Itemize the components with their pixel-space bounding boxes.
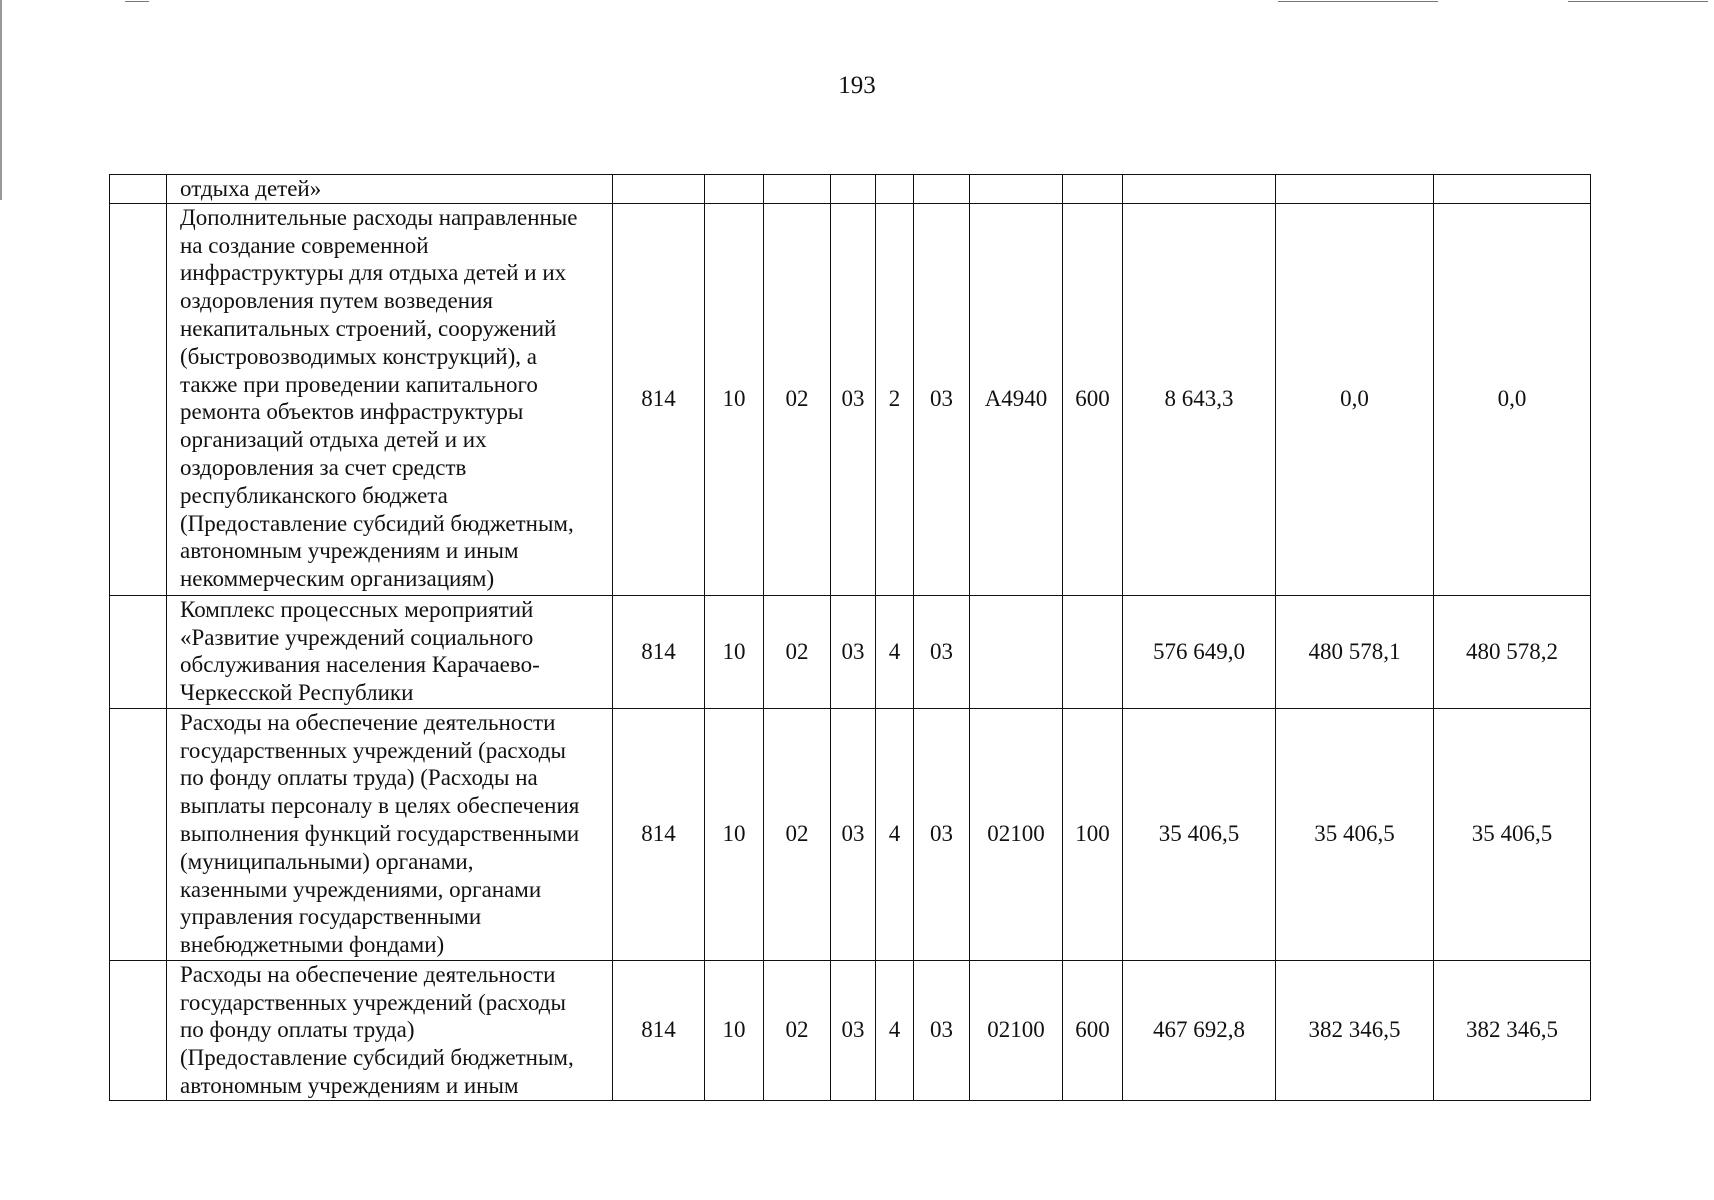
cell-section: 10 (705, 960, 764, 1100)
description-line: также при проведении капитального (180, 371, 538, 397)
number-cell (110, 595, 167, 708)
description-line: Черкесской Республики (180, 680, 414, 706)
cell-expense-type (1063, 595, 1123, 708)
cell-section: 10 (705, 595, 764, 708)
cell-subsection: 02 (764, 960, 831, 1100)
cell-amount-2 (1276, 175, 1434, 204)
description-cell (167, 708, 613, 960)
cell-type (876, 175, 914, 204)
cell-amount-2: 0,0 (1276, 203, 1434, 595)
description-line: Дополнительные расходы направленные (180, 204, 578, 230)
cell-section: 10 (705, 708, 764, 960)
cell-direction: A4940 (970, 203, 1063, 595)
cell-ministry: 814 (613, 203, 705, 595)
cell-amount-1: 8 643,3 (1123, 203, 1276, 595)
cell-section: 10 (705, 203, 764, 595)
cell-section (705, 175, 764, 204)
table-row (110, 708, 1591, 960)
cell-subsection: 02 (764, 708, 831, 960)
description-line: внебюджетными фондами) (180, 932, 445, 958)
description-line: (Предоставление субсидий бюджетным, (180, 510, 574, 536)
cell-expense-type (1063, 175, 1123, 204)
cell-structural-element (914, 175, 970, 204)
cell-expense-type: 600 (1063, 960, 1123, 1100)
cell-amount-3: 35 406,5 (1434, 708, 1591, 960)
cell-subsection (764, 175, 831, 204)
cell-amount-1: 467 692,8 (1123, 960, 1276, 1100)
cell-amount-3 (1434, 175, 1591, 204)
cell-direction: 02100 (970, 708, 1063, 960)
cell-structural-element: 03 (914, 708, 970, 960)
cell-direction (970, 595, 1063, 708)
table-row (110, 960, 1591, 1100)
description-line: (муниципальными) органами, (180, 848, 474, 874)
cell-program: 03 (831, 708, 876, 960)
cell-structural-element: 03 (914, 595, 970, 708)
cell-ministry: 814 (613, 960, 705, 1100)
number-cell (110, 708, 167, 960)
cell-type: 2 (876, 203, 914, 595)
description-line: автономным учреждениям и иным (180, 1072, 519, 1098)
cell-ministry: 814 (613, 708, 705, 960)
description-line: Расходы на обеспечение деятельности (180, 961, 556, 987)
description-line: оздоровления за счет средств (180, 454, 467, 480)
page-number: 193 (838, 72, 876, 99)
description-line: инфраструктуры для отдыха детей и их (180, 260, 567, 286)
cell-program: 03 (831, 960, 876, 1100)
cell-program: 03 (831, 203, 876, 595)
cell-program: 03 (831, 595, 876, 708)
description-line: по фонду оплаты труда) (Расходы на (180, 765, 538, 791)
number-cell (110, 203, 167, 595)
description-line: выплаты персоналу в целях обеспечения (180, 793, 580, 819)
description-line: Расходы на обеспечение деятельности (180, 709, 556, 735)
cell-ministry (613, 175, 705, 204)
number-cell (110, 175, 167, 204)
scan-mark (1568, 1, 1708, 2)
scan-mark (125, 1, 149, 2)
cell-direction: 02100 (970, 960, 1063, 1100)
table-row (110, 595, 1591, 708)
description-line: управления государственными (180, 904, 482, 930)
cell-amount-1 (1123, 175, 1276, 204)
description-line: оздоровления путем возведения (180, 288, 493, 314)
cell-structural-element: 03 (914, 203, 970, 595)
description-line: «Развитие учреждений социального (180, 624, 534, 650)
cell-amount-1: 35 406,5 (1123, 708, 1276, 960)
scan-mark (1278, 1, 1438, 2)
cell-amount-1: 576 649,0 (1123, 595, 1276, 708)
description-line: выполнения функций государственными (180, 820, 580, 846)
cell-subsection: 02 (764, 203, 831, 595)
description-line: республиканского бюджета (180, 482, 448, 508)
table-row (110, 175, 1591, 204)
cell-expense-type: 100 (1063, 708, 1123, 960)
description-line: Комплекс процессных мероприятий (180, 596, 534, 622)
table-row (110, 203, 1591, 595)
budget-table (109, 174, 1591, 1101)
description-cell (167, 595, 613, 708)
cell-amount-2: 35 406,5 (1276, 708, 1434, 960)
description-line: отдыха детей» (180, 176, 322, 201)
cell-type: 4 (876, 708, 914, 960)
description-line: (Предоставление субсидий бюджетным, (180, 1045, 574, 1071)
cell-expense-type: 600 (1063, 203, 1123, 595)
cell-structural-element: 03 (914, 960, 970, 1100)
description-line: автономным учреждениям и иным (180, 538, 519, 564)
cell-direction (970, 175, 1063, 204)
description-line: казенными учреждениями, органами (180, 876, 542, 902)
description-line: на создание современной (180, 232, 429, 258)
cell-ministry: 814 (613, 595, 705, 708)
cell-amount-2: 480 578,1 (1276, 595, 1434, 708)
cell-type: 4 (876, 960, 914, 1100)
description-line: некапитальных строений, сооружений (180, 315, 557, 341)
description-line: (быстровозводимых конструкций), а (180, 343, 537, 369)
number-cell (110, 960, 167, 1100)
cell-amount-2: 382 346,5 (1276, 960, 1434, 1100)
description-line: государственных учреждений (расходы (180, 737, 566, 763)
description-line: организаций отдыха детей и их (180, 427, 487, 453)
description-line: ремонта объектов инфраструктуры (180, 399, 524, 425)
cell-program (831, 175, 876, 204)
cell-subsection: 02 (764, 595, 831, 708)
description-line: обслуживания населения Карачаево- (180, 652, 540, 678)
description-line: некоммерческим организациям) (180, 566, 495, 592)
description-line: по фонду оплаты труда) (180, 1017, 415, 1043)
scan-edge (0, 0, 2, 200)
cell-amount-3: 480 578,2 (1434, 595, 1591, 708)
cell-type: 4 (876, 595, 914, 708)
description-line: государственных учреждений (расходы (180, 989, 566, 1015)
cell-amount-3: 0,0 (1434, 203, 1591, 595)
description-cell (167, 175, 613, 204)
cell-amount-3: 382 346,5 (1434, 960, 1591, 1100)
description-cell (167, 960, 613, 1100)
description-cell (167, 203, 613, 595)
